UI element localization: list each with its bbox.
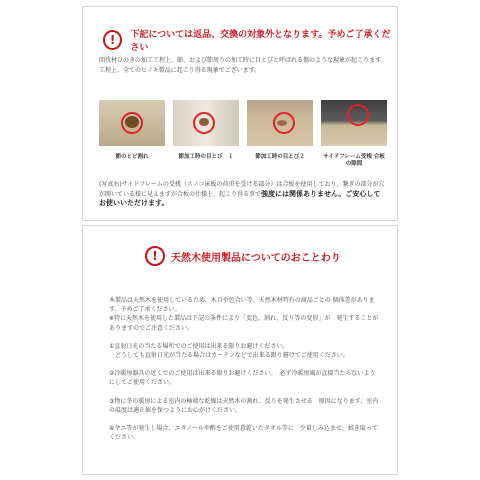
natural-wood-body: [109, 296, 379, 442]
notice-header: [103, 27, 397, 53]
paragraph-line: 本製品は天然木を使用しているため、木目や色合い等、天然木材特有の商品ごとの 個体差があります。予めご了承ください。: [109, 297, 375, 314]
notice-heading: 下記については返品、交換の対象外となります。予めご了承ください: [130, 30, 391, 53]
exclamation-circle-icon: !: [145, 246, 165, 266]
photo-caption: 節のヒビ割れ: [115, 154, 149, 160]
natural-wood-header: [145, 246, 341, 266]
photo-caption: サイドフレーム受桟 合板の隙間: [323, 154, 385, 167]
paragraph-sunlight: [109, 342, 379, 360]
natural-wood-card: [82, 225, 398, 475]
photo-side-frame-gap: [321, 100, 387, 168]
highlight-circle-icon: [193, 112, 215, 134]
knot-crack-image: [99, 100, 165, 146]
photo-tearout-2: [247, 100, 313, 168]
paragraph-line: ※特に天然木を使用した製品は下記の条件により「変色、割れ、反り等の変形」が 発生することがありますのでご注意ください。: [109, 315, 379, 332]
natural-wood-heading: 天然木使用製品についてのおことわり: [171, 252, 341, 264]
paragraph-dryness: [109, 397, 379, 415]
photo-caption: 節加工時の目とび２: [255, 154, 305, 160]
tearout-2-image: [247, 100, 313, 146]
photo-tearout-1: [173, 100, 239, 168]
tearout-1-image: [173, 100, 239, 146]
photo-caption: 節加工時の目とび １: [178, 154, 234, 160]
side-frame-note: [99, 180, 387, 209]
exclamation-circle-icon: !: [103, 30, 122, 50]
side-frame-gap-image: [321, 100, 387, 146]
paragraph-line: ④ヤニ等が発生し場合、エタノールや酢をご使用意乾いたタオル等に 少量しみ込ませ、拭き取ってください。: [109, 425, 378, 442]
strength-assurance-text: 強度には関係ありません。ご安心してお使いいただけます。: [99, 189, 381, 207]
paragraph-resin: [109, 424, 379, 442]
highlight-circle-icon: [347, 104, 369, 126]
photo-knot-crack: [99, 100, 165, 168]
defect-photo-row: [99, 100, 387, 168]
paragraph-line: ②冷暖房器具の近くでのご使用は出来る限りお避けください。 必ず冷暖房風が直接当たらないようにしてご使用ください。: [109, 370, 376, 387]
notice-intro: 間伐材ひのきの加工工程上、節、および節周りの加工時に目とびと呼ばれる傷のような現象が起こります。工程上、全てのヒノキ製品に起こり得る現象でございます。: [99, 57, 387, 74]
paragraph-line: ③物に冬の暖房による室内の極端な乾燥は天然木の割れ、反りを発生させる 原因になります。室内の温度は適正値を保つようにお心がけください。: [109, 397, 379, 414]
paragraph-line: どうしても直射日光が当たる場合はカーテンなどで出来る限り避けてご使用ください。: [109, 352, 349, 360]
paragraph-line: ①直射日光の当たる場所でのご使用は出来る限りお避けください。: [109, 342, 289, 350]
paragraph-intro: [109, 296, 379, 333]
highlight-circle-icon: [121, 112, 143, 134]
return-notice-card: [82, 6, 398, 221]
highlight-circle-icon: [273, 112, 295, 134]
paragraph-heater: [109, 369, 379, 387]
side-frame-note-text: (写真右)サイドフレームの受桟（スノコ床板の荷重を受ける部分）は合板を使用しており、繋ぎの部分が穴が開いている様に見えますが合板の仕様上、起こり得る事で: [99, 181, 385, 198]
